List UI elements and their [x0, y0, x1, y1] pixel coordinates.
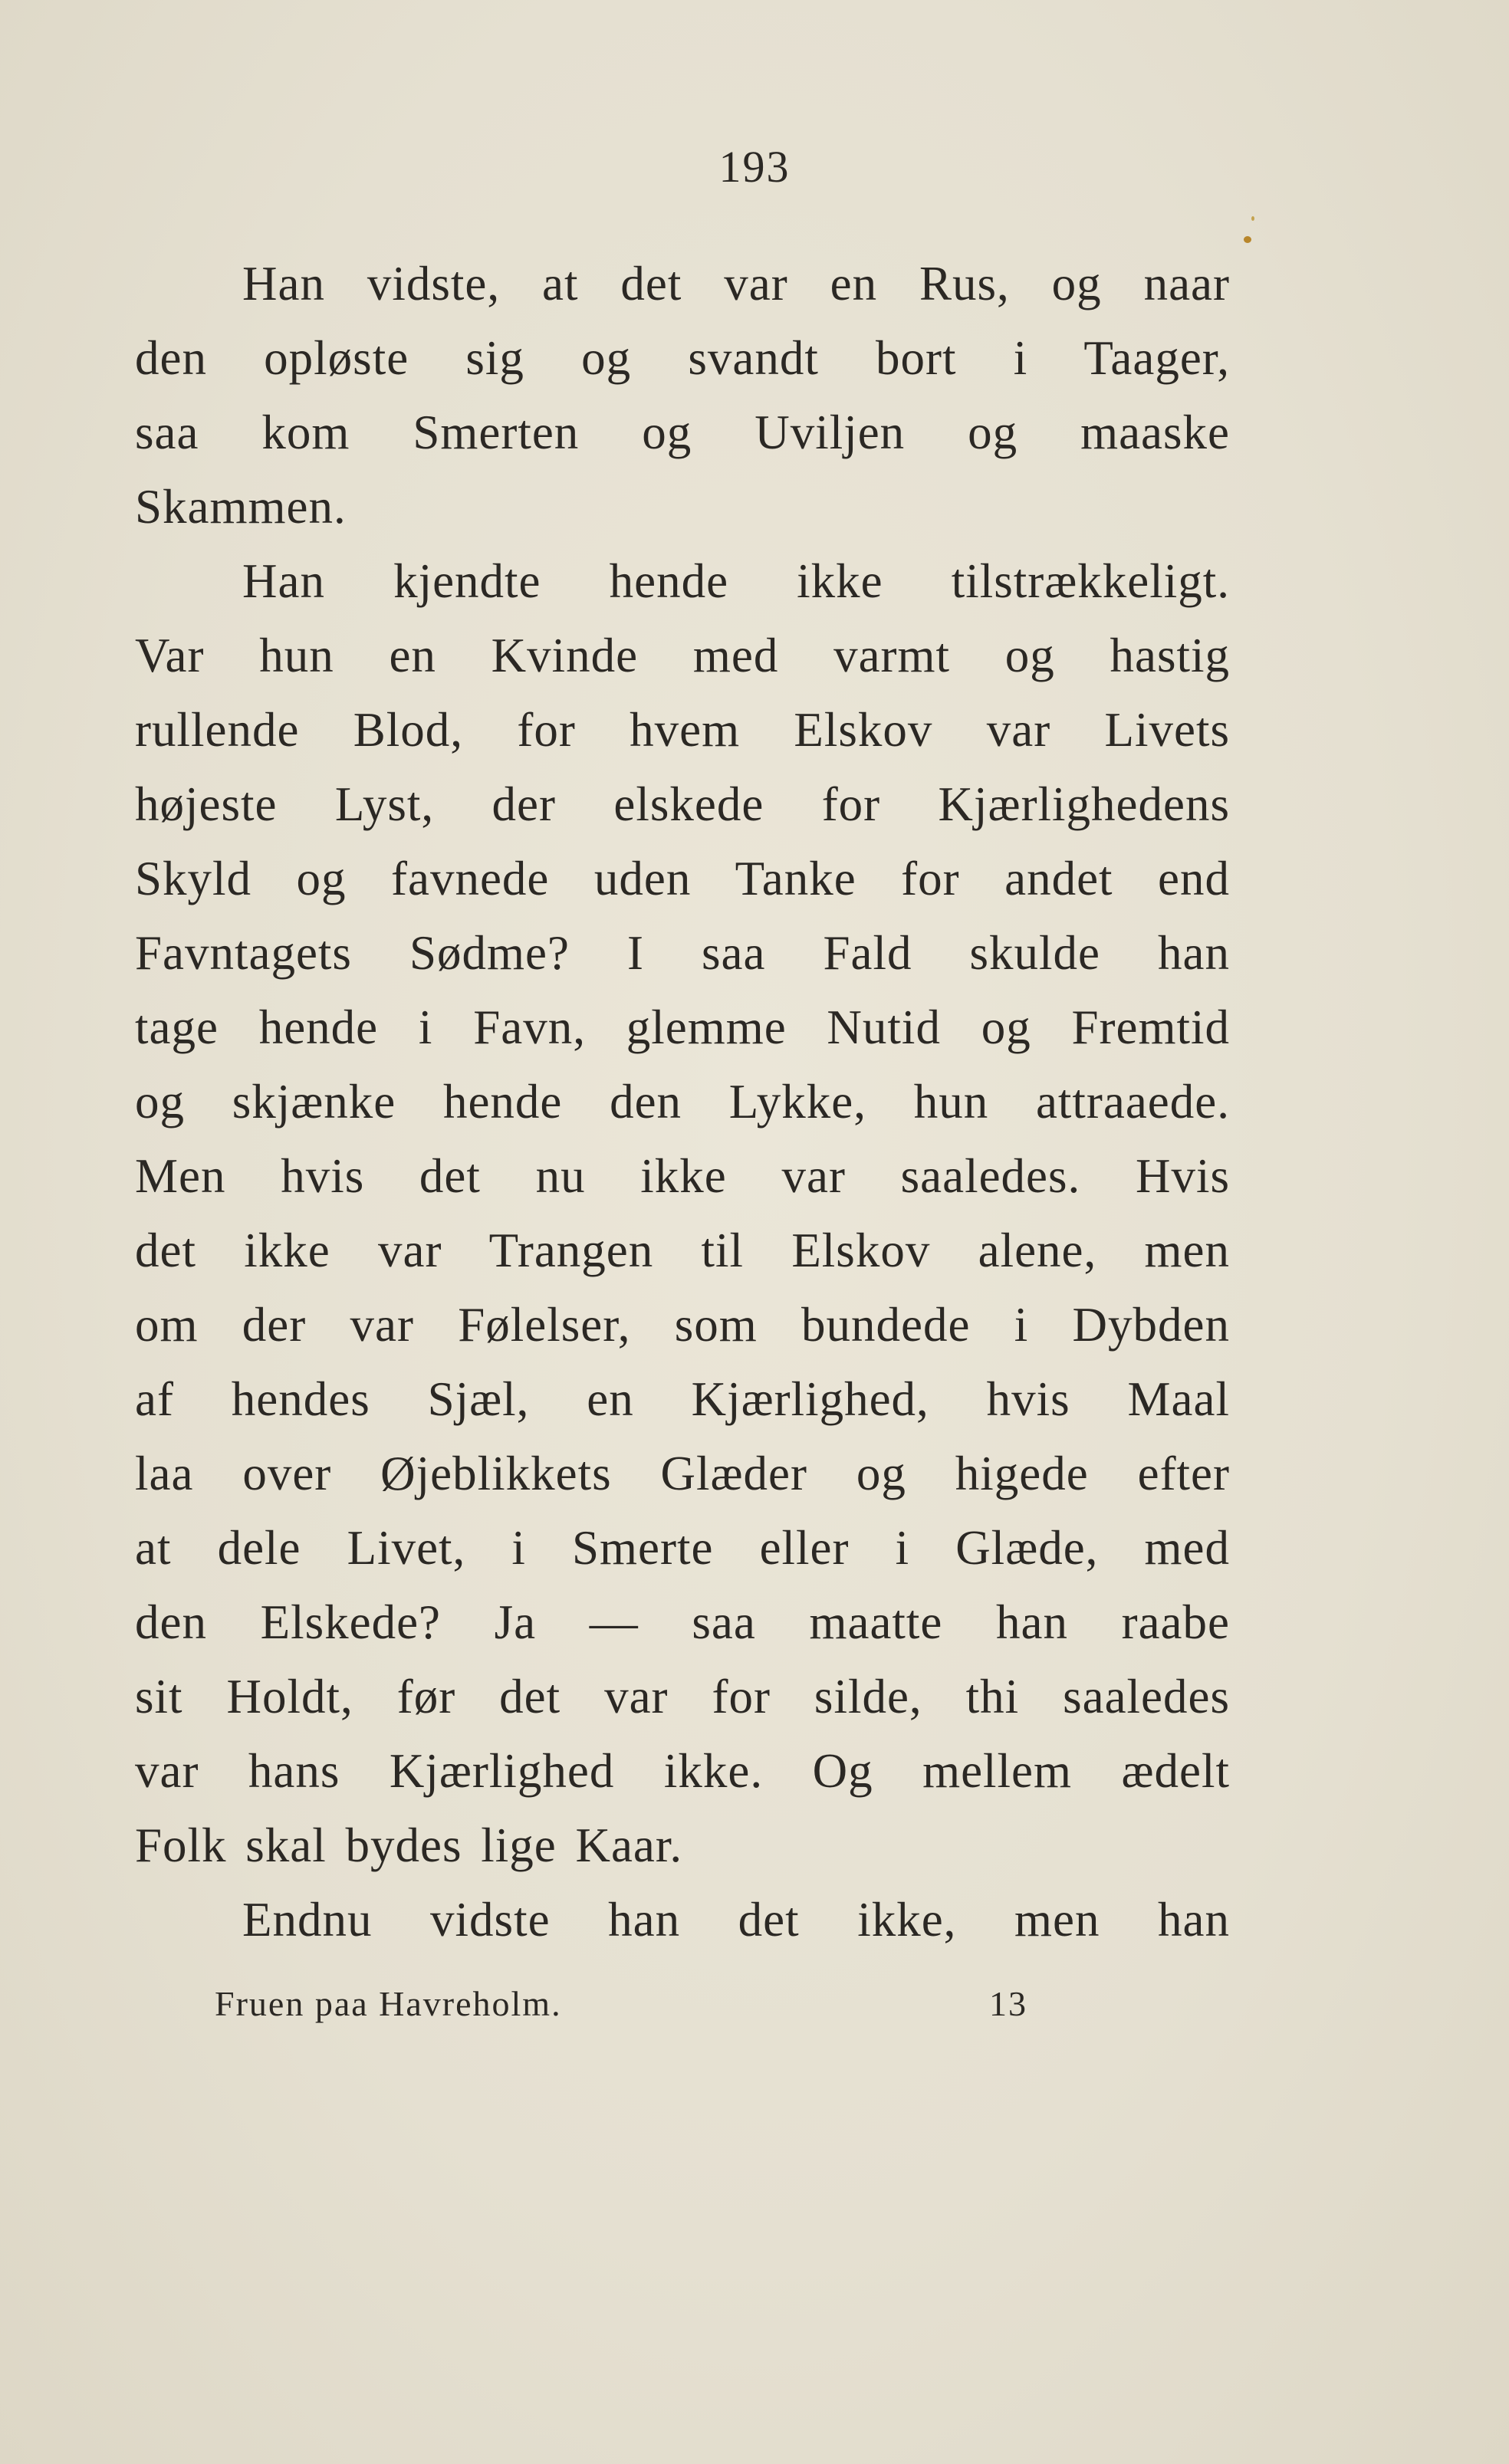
text-line: laa over Øjeblikkets Glæder og higede efter	[135, 1447, 1230, 1500]
text-line: tage hende i Favn, glemme Nutid og Fremtid	[135, 1000, 1230, 1054]
text-line: sit Holdt, før det var for silde, thi saaledes	[135, 1670, 1230, 1723]
ink-spot	[1244, 236, 1251, 243]
text-line: saa kom Smerten og Uviljen og maaske	[135, 406, 1230, 459]
page-number: 193	[718, 142, 791, 192]
text-line: var hans Kjærlighed ikke. Og mellem ædelt	[135, 1744, 1230, 1798]
text-line: at dele Livet, i Smerte eller i Glæde, med	[135, 1521, 1230, 1575]
text-line: Han vidste, at det var en Rus, og naar	[242, 257, 1230, 310]
text-line: Var hun en Kvinde med varmt og hastig	[135, 629, 1230, 682]
text-line: Men hvis det nu ikke var saaledes. Hvis	[135, 1149, 1230, 1203]
text-line: og skjænke hende den Lykke, hun attraaede.	[135, 1075, 1230, 1129]
ink-spot	[1251, 216, 1254, 221]
text-line: den Elskede? Ja — saa maatte han raabe	[135, 1595, 1230, 1649]
text-line: Skyld og favnede uden Tanke for andet end	[135, 852, 1230, 905]
text-line: af hendes Sjæl, en Kjærlighed, hvis Maal	[135, 1372, 1230, 1426]
text-line: om der var Følelser, som bundede i Dybden	[135, 1298, 1230, 1352]
signature-number: 13	[989, 1984, 1027, 2023]
text-line: Skammen.	[135, 480, 347, 534]
text-line: den opløste sig og svandt bort i Taager,	[135, 331, 1230, 385]
text-line: rullende Blod, for hvem Elskov var Livets	[135, 703, 1230, 757]
signature-title: Fruen paa Havreholm.	[215, 1984, 562, 2023]
text-line: Han kjendte hende ikke tilstrækkeligt.	[242, 554, 1230, 608]
text-line: Endnu vidste han det ikke, men han	[242, 1893, 1230, 1947]
text-line: højeste Lyst, der elskede for Kjærlighedens	[135, 777, 1230, 831]
text-line: Favntagets Sødme? I saa Fald skulde han	[135, 926, 1230, 980]
printer-signature	[215, 1973, 1027, 2035]
text-line: det ikke var Trangen til Elskov alene, men	[135, 1224, 1230, 1277]
body-text	[135, 247, 1230, 1957]
text-line: Folk skal bydes lige Kaar.	[135, 1818, 683, 1872]
